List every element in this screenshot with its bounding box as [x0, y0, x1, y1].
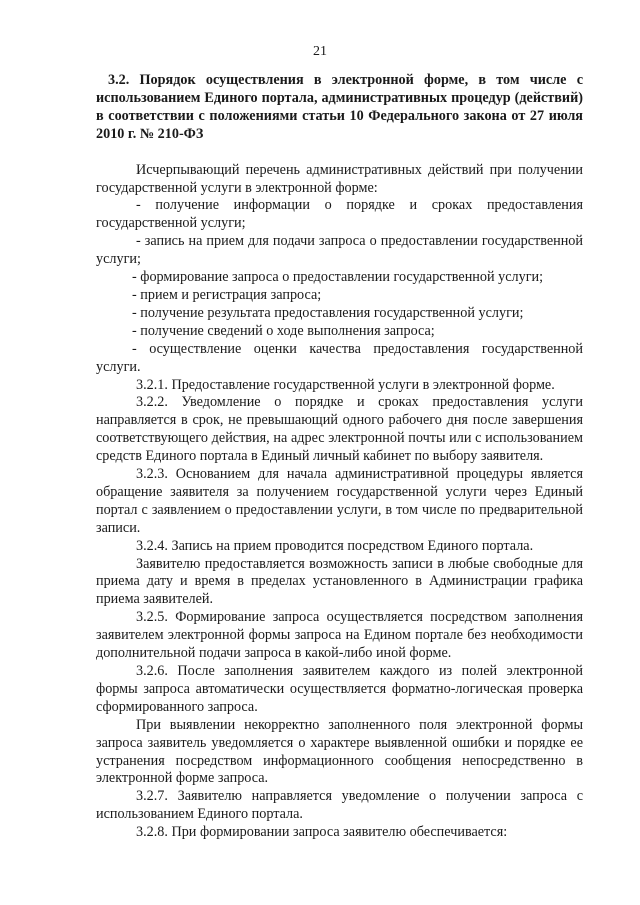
- page-number: 21: [313, 44, 327, 59]
- intro-paragraph: Исчерпывающий перечень административных действий при получении государственной услуги в электронной форме:: [96, 161, 583, 196]
- list-item: - получение сведений о ходе выполнения запроса;: [132, 322, 435, 339]
- paragraph-3-2-5: 3.2.5. Формирование запроса осуществляется посредством заполнения заявителем электронной формы запроса на Едином портале без необходимости дополнительной подачи запроса в какой-либо иной форме.: [96, 609, 583, 662]
- list-item: - прием и регистрация запроса;: [132, 286, 322, 303]
- section-heading: 3.2. Порядок осуществления в электронной форме, в том числе с использованием Единого портала, административных процедур (действий) в соответствии с положениями статьи 10 Федерального закона от 27 июля 2010 г. № 210-ФЗ: [96, 72, 583, 142]
- paragraph-3-2-3: 3.2.3. Основанием для начала административной процедуры является обращение заявителя за получением государственной услуги через Единый портал с заявлением о предоставлении услуги, в том числе по предварительной записи.: [96, 466, 583, 536]
- document-body: [96, 72, 583, 842]
- paragraph-errors: При выявлении некорректно заполненного поля электронной формы запроса заявитель уведомляется о характере выявленной ошибки и порядке ее устранения посредством информационного сообщения непосредственно в электронной форме запроса.: [96, 716, 583, 787]
- list-item: - получение информации о порядке и сроках предоставления государственной услуги;: [96, 197, 583, 232]
- paragraph-appointment: Заявителю предоставляется возможность записи в любые свободные для приема дату и время в пределах установленного в Администрации графика приема заявителей.: [96, 555, 583, 608]
- list-item: - получение результата предоставления государственной услуги;: [132, 304, 524, 321]
- paragraph-3-2-7: 3.2.7. Заявителю направляется уведомление о получении запроса с использованием Единого портала.: [96, 788, 583, 823]
- paragraph-3-2-2: 3.2.2. Уведомление о порядке и сроках предоставления услуги направляется в срок, не превышающий одного рабочего дня после завершения соответствующего действия, на адрес электронной почты или с использованием средств Единого портала в Единый личный кабинет по выбору заявителя.: [96, 394, 583, 465]
- list-item: - запись на прием для подачи запроса о предоставлении государственной услуги;: [96, 233, 583, 268]
- list-item: - формирование запроса о предоставлении государственной услуги;: [132, 269, 544, 286]
- paragraph-3-2-6: 3.2.6. После заполнения заявителем каждого из полей электронной формы запроса автоматически осуществляется форматно-логическая проверка сформированного запроса.: [96, 663, 583, 715]
- paragraph-3-2-1: 3.2.1. Предоставление государственной услуги в электронной форме.: [136, 376, 555, 393]
- list-item: - осуществление оценки качества предоставления государственной услуги.: [96, 340, 583, 375]
- paragraph-3-2-8: 3.2.8. При формировании запроса заявителю обеспечивается:: [136, 824, 508, 841]
- paragraph-3-2-4: 3.2.4. Запись на прием проводится посредством Единого портала.: [136, 537, 534, 554]
